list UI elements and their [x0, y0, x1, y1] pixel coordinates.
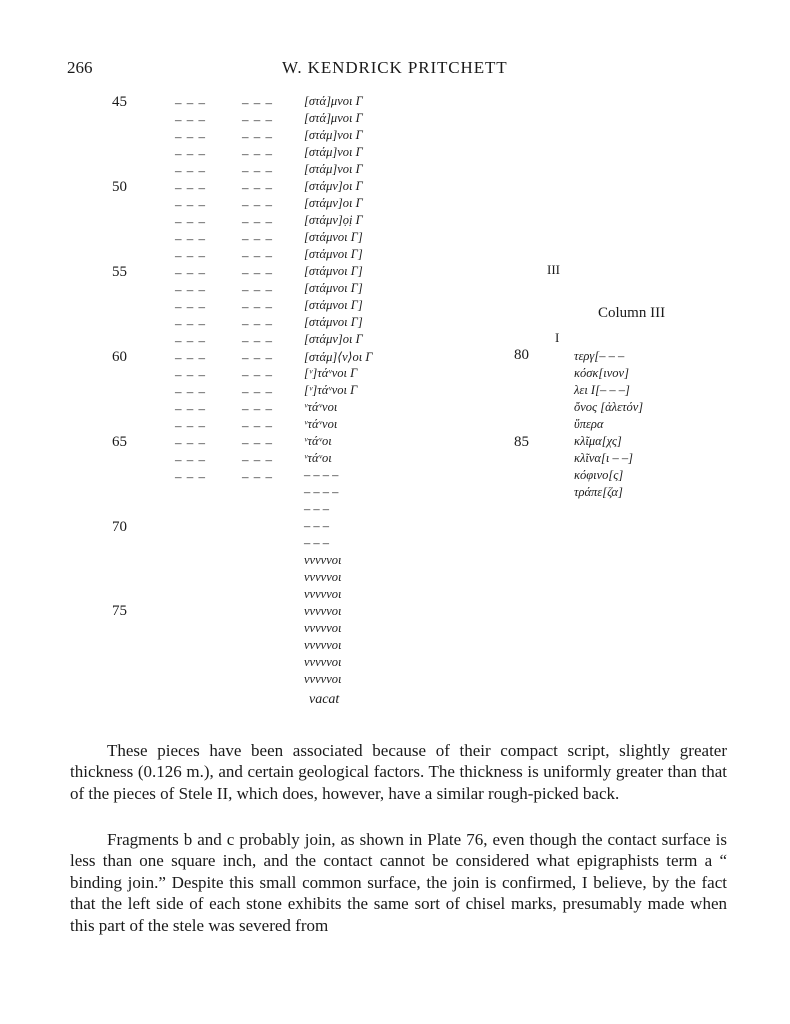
column1-placeholder: – – – — [175, 299, 206, 314]
line-number: 80 — [514, 347, 529, 363]
column-marker: I — [555, 330, 560, 345]
vacat-label: vacat — [309, 692, 340, 707]
column2-placeholder: – – – — [242, 333, 273, 348]
column1-placeholder: – – – — [175, 129, 206, 144]
inscription-line: vvvvvοι — [304, 672, 342, 686]
line-number: 70 — [112, 519, 127, 535]
column1-placeholder: – – – — [175, 163, 206, 178]
column2-placeholder: – – – — [242, 231, 273, 246]
column1-placeholder: – – – — [175, 214, 206, 229]
inscription-line: [στάμ]νοι Γ — [304, 145, 363, 159]
column2-placeholder: – – – — [242, 469, 273, 484]
inscription-line: [στά]μνοι Γ — [304, 94, 363, 108]
line-number: 85 — [514, 434, 529, 450]
column2-placeholder: – – – — [242, 418, 273, 433]
inscription-line: [ᵛ]τάᵛνοι Γ — [304, 383, 358, 397]
inscription-line: [στάμνοι Γ] — [304, 230, 363, 244]
inscription-line: [στάμ]νοι Γ — [304, 162, 363, 176]
inscription-line: vvvvvοι — [304, 604, 342, 618]
inscription-line: κόφινο[ς] — [574, 468, 624, 482]
line-number: 60 — [112, 349, 127, 365]
inscription-line: κλῖνα[ι – –] — [574, 451, 633, 465]
column2-placeholder: – – – — [242, 299, 273, 314]
inscription-line: – – – — [304, 519, 329, 533]
column1-placeholder: – – – — [175, 333, 206, 348]
column1-placeholder: – – – — [175, 367, 206, 382]
inscription-line: [στάμνοι Γ] — [304, 315, 363, 329]
inscription-line: vvvvvοι — [304, 553, 342, 567]
body-paragraph: Fragments b and c probably join, as shown in Plate 76, even though the contact surface is less than one square inch, and the contact cannot be considered what epigraphists term a “ binding join.” Despite this small common surface, the join is confirmed, I believe, by the fact that the left side of each stone exhibits the same sort of chisel marks, presumably made when this part of the stele was severed from — [70, 830, 727, 935]
column2-placeholder: – – – — [242, 112, 273, 127]
column2-placeholder: – – – — [242, 350, 273, 365]
column1-placeholder: – – – — [175, 95, 206, 110]
column-marker: III — [547, 262, 560, 277]
inscription-line: κόσκ[ινον] — [574, 366, 629, 380]
inscription-line: vvvvvοι — [304, 638, 342, 652]
column1-placeholder: – – – — [175, 112, 206, 127]
inscription-line: – – – — [304, 536, 329, 550]
column2-placeholder: – – – — [242, 163, 273, 178]
inscription-line: [στάμνοι Γ] — [304, 264, 363, 278]
inscription-line: [στάμνοι Γ] — [304, 281, 363, 295]
inscription-line: τεργ[– – – — [574, 349, 625, 363]
column1-placeholder: – – – — [175, 435, 206, 450]
inscription-line: [στάμν]οι Γ — [304, 196, 363, 210]
inscription-line: [στάμ]νοι Γ — [304, 128, 363, 142]
page-number: 266 — [67, 58, 93, 77]
column2-placeholder: – – – — [242, 265, 273, 280]
line-number: 50 — [112, 179, 127, 195]
column2-placeholder: – – – — [242, 452, 273, 467]
column1-placeholder: – – – — [175, 418, 206, 433]
inscription-line: ὕπερα — [574, 417, 604, 431]
inscription-line: ᵛτάᵛοι — [304, 451, 332, 465]
column2-placeholder: – – – — [242, 129, 273, 144]
column2-placeholder: – – – — [242, 146, 273, 161]
column2-placeholder: – – – — [242, 197, 273, 212]
column1-placeholder: – – – — [175, 180, 206, 195]
inscription-line: [στάμν]οι Γ — [304, 179, 363, 193]
column1-placeholder: – – – — [175, 265, 206, 280]
column2-placeholder: – – – — [242, 401, 273, 416]
line-number: 75 — [112, 603, 127, 619]
column2-placeholder: – – – — [242, 435, 273, 450]
inscription-line: ᵛτάᵛνοι — [304, 400, 338, 414]
column1-placeholder: – – – — [175, 316, 206, 331]
body-paragraph: These pieces have been associated because of their compact script, slightly greater thickness (0.126 m.), and certain geological factors. The thickness is uniformly greater than that of the pieces of Stele II, which does, however, have a similar rough-picked back. — [70, 741, 727, 803]
column2-placeholder: – – – — [242, 180, 273, 195]
column1-placeholder: – – – — [175, 146, 206, 161]
column1-placeholder: – – – — [175, 401, 206, 416]
column1-placeholder: – – – — [175, 248, 206, 263]
line-number: 45 — [112, 94, 127, 110]
line-number: 55 — [112, 264, 127, 280]
inscription-line: τράπε[ζα] — [574, 485, 623, 499]
inscription-line: [στά]μνοι Γ — [304, 111, 363, 125]
inscription-line: κλῖμα[χς] — [574, 434, 622, 448]
column1-placeholder: – – – — [175, 384, 206, 399]
inscription-line: λει Ι[– – –] — [574, 383, 630, 397]
inscription-line: [ᵛ]τάᵛνοι Γ — [304, 366, 358, 380]
inscription-line: vvvvvοι — [304, 570, 342, 584]
column2-placeholder: – – – — [242, 316, 273, 331]
inscription-line: – – – – — [304, 468, 339, 482]
inscription-line: – – – – — [304, 485, 339, 499]
column2-placeholder: – – – — [242, 282, 273, 297]
inscription-line: vvvvvοι — [304, 587, 342, 601]
column1-placeholder: – – – — [175, 350, 206, 365]
column2-placeholder: – – – — [242, 248, 273, 263]
inscription-line: [στάμν]ọị Γ — [304, 213, 363, 227]
inscription-line: ὄνος [ἀλετόν] — [574, 400, 644, 414]
column2-placeholder: – – – — [242, 384, 273, 399]
inscription-line: – – – — [304, 502, 329, 516]
column1-placeholder: – – – — [175, 231, 206, 246]
column1-placeholder: – – – — [175, 197, 206, 212]
column1-placeholder: – – – — [175, 469, 206, 484]
column1-placeholder: – – – — [175, 282, 206, 297]
inscription-line: vvvvvοι — [304, 621, 342, 635]
inscription-line: vvvvvοι — [304, 655, 342, 669]
inscription-line: [στάμν]οι Γ — [304, 332, 363, 346]
inscription-line: ᵛτάᵛνοι — [304, 417, 338, 431]
inscription-line: [στάμνοι Γ] — [304, 298, 363, 312]
inscription-line: ᵛτάᵛοι — [304, 434, 332, 448]
inscription-line: [στάμνοι Γ] — [304, 247, 363, 261]
column2-placeholder: – – – — [242, 214, 273, 229]
column2-placeholder: – – – — [242, 95, 273, 110]
inscription-line: [στάμ]⟨ν⟩οι Γ — [304, 350, 373, 364]
column1-placeholder: – – – — [175, 452, 206, 467]
column-heading: Column III — [598, 305, 666, 321]
column2-placeholder: – – – — [242, 367, 273, 382]
running-head: W. KENDRICK PRITCHETT — [282, 58, 508, 77]
line-number: 65 — [112, 434, 127, 450]
